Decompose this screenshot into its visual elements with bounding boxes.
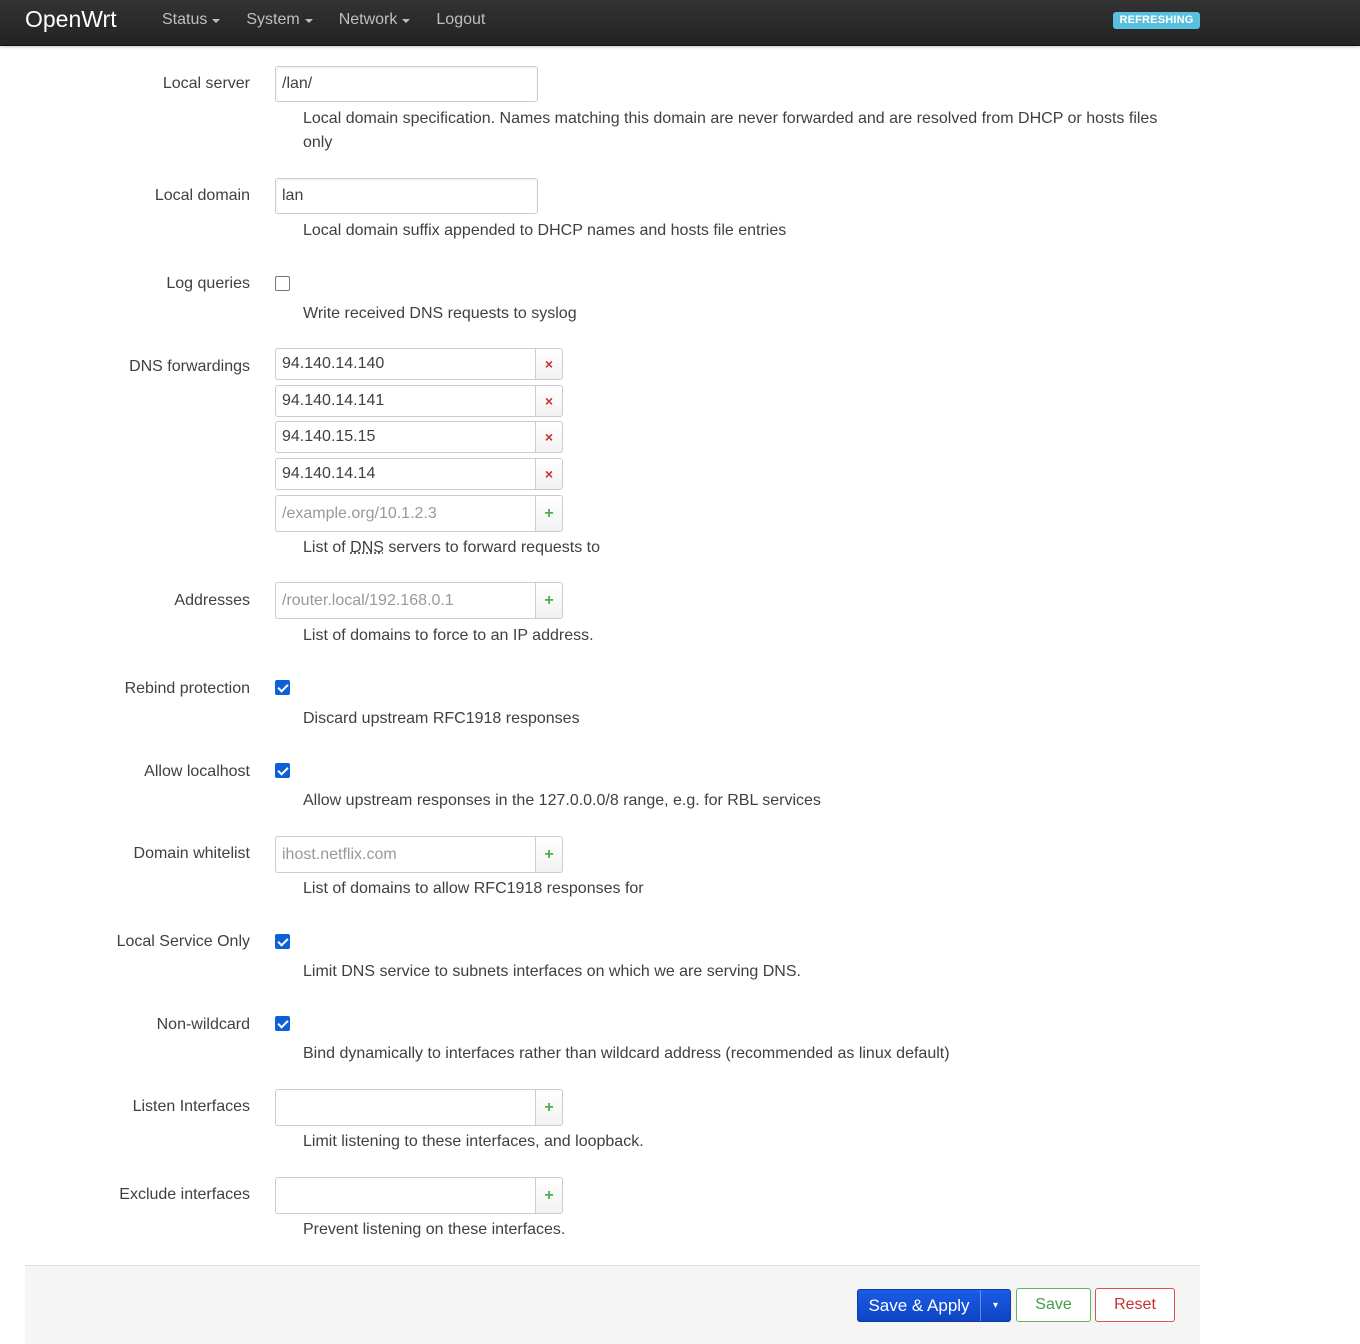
menu-system[interactable] <box>246 11 312 29</box>
menu-system-label: System <box>246 11 300 28</box>
local-server-label: Local server <box>162 75 250 92</box>
dns-abbr: DNS <box>350 539 384 556</box>
addresses-new <box>275 582 563 619</box>
local-domain-input[interactable] <box>275 178 538 214</box>
dns-forwardings-description <box>303 536 600 560</box>
rebind-protection-label: Rebind protection <box>124 680 250 697</box>
add-icon[interactable]: + <box>535 1089 563 1126</box>
addresses-label: Addresses <box>174 592 250 609</box>
remove-icon[interactable]: × <box>535 385 563 417</box>
dns-forwardings-label: DNS forwardings <box>129 358 250 375</box>
listen-interfaces-input[interactable] <box>275 1089 535 1126</box>
local-domain-description: Local domain suffix appended to DHCP names and hosts file entries <box>303 222 787 239</box>
dns-forwarding-new <box>275 495 563 532</box>
rebind-protection-checkbox[interactable] <box>275 680 290 695</box>
local-service-only-checkbox[interactable] <box>275 934 290 949</box>
allow-localhost-label: Allow localhost <box>144 763 250 780</box>
caret-down-icon <box>402 19 410 23</box>
add-icon[interactable]: + <box>535 495 563 532</box>
dns-forwarding-input[interactable] <box>275 348 535 380</box>
allow-localhost-checkbox[interactable] <box>275 763 290 778</box>
add-icon[interactable]: + <box>535 836 563 873</box>
local-service-only-description: Limit DNS service to subnets interfaces on which we are serving DNS. <box>303 963 801 980</box>
dns-desc-text: List of <box>303 539 351 556</box>
save-button[interactable]: Save <box>1016 1288 1091 1322</box>
listen-interfaces-label: Listen Interfaces <box>132 1098 250 1115</box>
non-wildcard-label: Non-wildcard <box>156 1016 250 1033</box>
addresses-description: List of domains to force to an IP address. <box>303 627 594 644</box>
main-menu <box>162 11 511 29</box>
non-wildcard-checkbox[interactable] <box>275 1016 290 1031</box>
brand-logo[interactable]: OpenWrt <box>25 6 117 32</box>
domain-whitelist-description: List of domains to allow RFC1918 responses for <box>303 880 644 897</box>
add-icon[interactable]: + <box>535 582 563 619</box>
chevron-down-icon[interactable]: ▾ <box>992 1300 999 1311</box>
reset-button[interactable]: Reset <box>1095 1288 1175 1322</box>
caret-down-icon <box>212 19 220 23</box>
menu-network[interactable] <box>339 11 411 29</box>
listen-interfaces-new <box>275 1089 563 1126</box>
listen-interfaces-description: Limit listening to these interfaces, and loopback. <box>303 1133 644 1150</box>
log-queries-description: Write received DNS requests to syslog <box>303 305 577 322</box>
exclude-interfaces-description: Prevent listening on these interfaces. <box>303 1221 566 1238</box>
dns-forwarding-entry <box>275 385 563 417</box>
dns-forwarding-input[interactable] <box>275 458 535 490</box>
dns-desc-text: servers to forward requests to <box>383 539 601 556</box>
domain-whitelist-input[interactable] <box>275 836 535 873</box>
allow-localhost-description: Allow upstream responses in the 127.0.0.0/8 range, e.g. for RBL services <box>303 792 821 809</box>
refreshing-badge[interactable]: REFRESHING <box>1113 12 1200 29</box>
dns-forwarding-entry <box>275 348 563 380</box>
exclude-interfaces-input[interactable] <box>275 1177 535 1214</box>
save-apply-button[interactable]: Save & Apply <box>858 1290 981 1321</box>
remove-icon[interactable]: × <box>535 348 563 380</box>
exclude-interfaces-new <box>275 1177 563 1214</box>
non-wildcard-description: Bind dynamically to interfaces rather than wildcard address (recommended as linux default) <box>303 1045 950 1062</box>
addresses-input[interactable] <box>275 582 535 619</box>
domain-whitelist-new <box>275 836 563 873</box>
local-service-only-label: Local Service Only <box>116 933 250 950</box>
menu-status[interactable] <box>162 11 220 29</box>
top-navbar <box>0 0 1360 46</box>
local-domain-label: Local domain <box>154 187 250 204</box>
menu-logout-label: Logout <box>436 11 486 28</box>
menu-network-label: Network <box>338 11 398 28</box>
domain-whitelist-label: Domain whitelist <box>133 845 250 862</box>
log-queries-label: Log queries <box>166 275 250 292</box>
remove-icon[interactable]: × <box>535 421 563 453</box>
local-server-input[interactable] <box>275 66 538 102</box>
dns-forwarding-entry <box>275 421 563 453</box>
dns-forwarding-entry <box>275 458 563 490</box>
dns-forwarding-new-input[interactable] <box>275 495 535 532</box>
menu-logout[interactable] <box>436 11 485 29</box>
menu-status-label: Status <box>162 11 208 28</box>
remove-icon[interactable]: × <box>535 458 563 490</box>
exclude-interfaces-label: Exclude interfaces <box>119 1186 250 1203</box>
save-apply-button-group <box>857 1289 1011 1322</box>
rebind-protection-description: Discard upstream RFC1918 responses <box>303 710 580 727</box>
dns-forwarding-input[interactable] <box>275 385 535 417</box>
local-server-description: Local domain specification. Names matching this domain are never forwarded and are resolved from DHCP or hosts files only <box>303 110 1158 151</box>
dns-forwarding-input[interactable] <box>275 421 535 453</box>
log-queries-checkbox[interactable] <box>275 276 290 291</box>
caret-down-icon <box>305 19 313 23</box>
add-icon[interactable]: + <box>535 1177 563 1214</box>
